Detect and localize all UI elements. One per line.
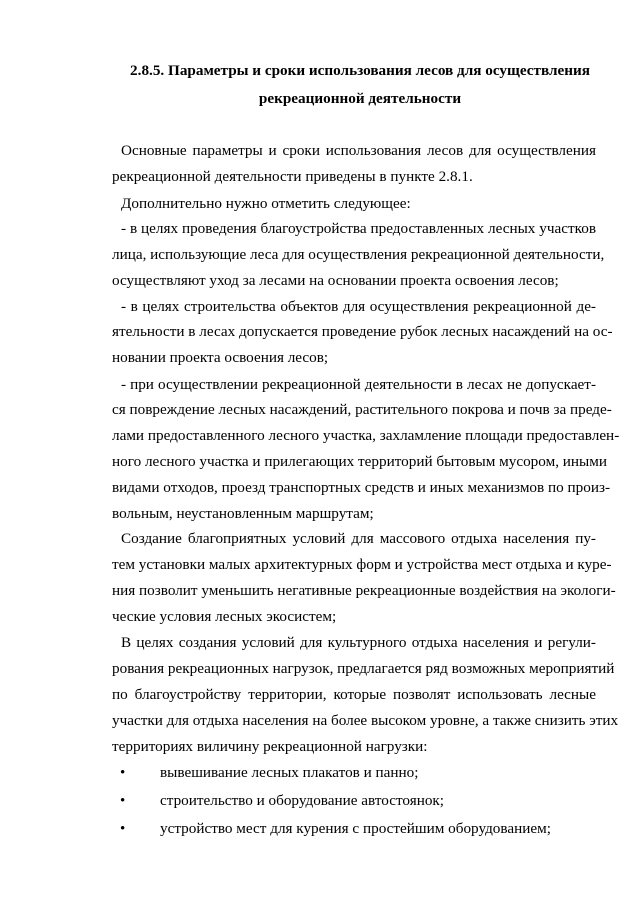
body-line: тем установки малых архитектурных форм и устройства мест отдыха и куре- [112, 556, 612, 573]
body-line: В целях создания условий для культурного отдыха населения и регули- [121, 634, 596, 651]
body-line: ся повреждение лесных насаждений, растительного покрова и почв за преде- [112, 401, 612, 418]
body-line: ного лесного участка и прилегающих территорий бытовым мусором, иными [112, 453, 607, 470]
body-line: Основные параметры и сроки использования лесов для осуществления [121, 142, 596, 159]
section-heading-line-1: 2.8.5. Параметры и сроки использования лесов для осуществления [130, 62, 590, 79]
body-line: ния позволит уменьшить негативные рекреационные воздействия на экологи- [112, 582, 616, 599]
body-line: новании проекта освоения лесов; [112, 349, 329, 366]
body-line: Создание благоприятных условий для массового отдыха населения пу- [121, 530, 596, 547]
bullet-icon: • [120, 765, 126, 781]
body-line: территориях виличину рекреационной нагрузки: [112, 738, 428, 755]
list-item: вывешивание лесных плакатов и панно; [160, 764, 419, 781]
list-item: строительство и оборудование автостоянок; [160, 792, 445, 809]
body-line: - в целях проведения благоустройства предоставленных лесных участков [121, 220, 596, 237]
body-line: - при осуществлении рекреационной деятельности в лесах не допускает- [121, 376, 596, 393]
section-heading-line-2: рекреационной деятельности [258, 90, 462, 107]
list-item: устройство мест для курения с простейшим оборудованием; [160, 820, 551, 837]
body-line: видами отходов, проезд транспортных средств и иных механизмов по произ- [112, 479, 611, 496]
body-line: ческие условия лесных экосистем; [112, 608, 337, 625]
bullet-icon: • [120, 793, 126, 809]
body-line: - в целях строительства объектов для осуществления рекреационной де- [121, 298, 596, 315]
body-line: лами предоставленного лесного участка, захламление площади предоставлен- [112, 427, 620, 444]
body-line: вольным, неустановленным маршрутам; [112, 505, 374, 522]
body-line: ятельности в лесах допускается проведение рубок лесных насаждений на ос- [112, 323, 613, 340]
body-line: рования рекреационных нагрузок, предлагается ряд возможных мероприятий [112, 660, 615, 677]
body-line: осуществляют уход за лесами на основании проекта освоения лесов; [112, 272, 559, 289]
body-line: рекреационной деятельности приведены в пункте 2.8.1. [112, 168, 473, 185]
body-line: лица, использующие леса для осуществления рекреационной деятельности, [112, 246, 605, 263]
body-line: участки для отдыха населения на более высоком уровне, а также снизить этих [112, 712, 619, 729]
body-line: по благоустройству территории, которые позволят использовать лесные [112, 686, 596, 703]
bullet-icon: • [120, 821, 126, 837]
body-line: Дополнительно нужно отметить следующее: [121, 195, 411, 212]
